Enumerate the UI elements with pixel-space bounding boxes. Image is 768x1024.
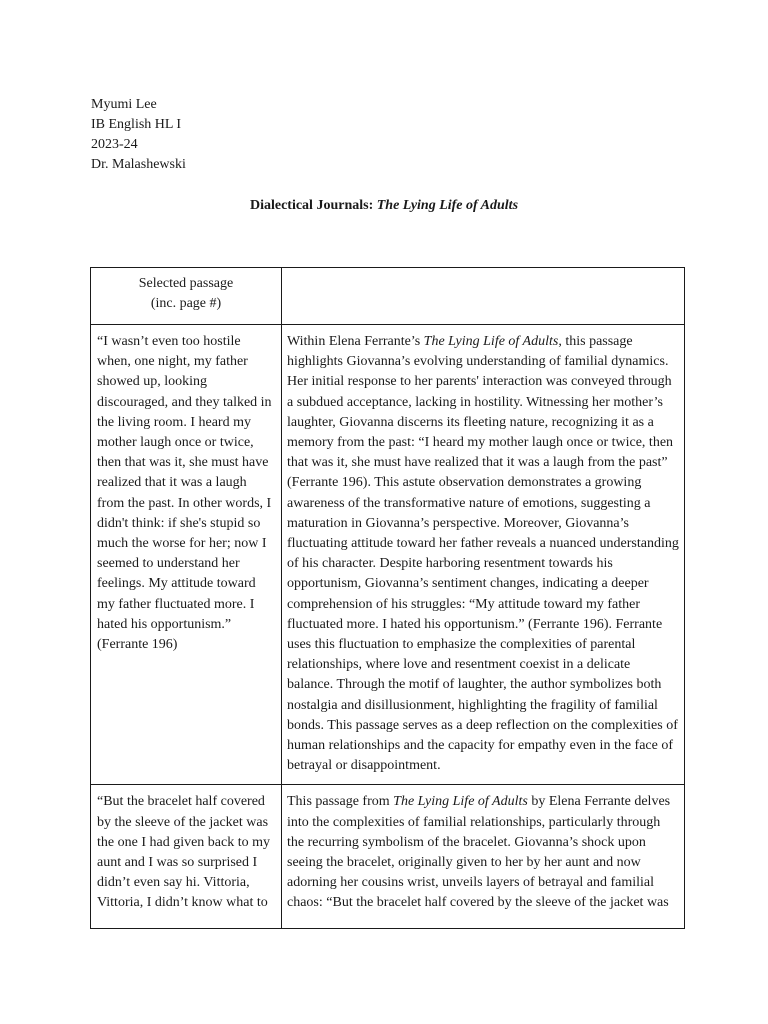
passage-cell: [91, 325, 282, 785]
analysis-text: [287, 332, 679, 776]
header-passage-line1: Selected passage: [138, 276, 234, 291]
teacher-name: Dr. Malashewski: [91, 157, 186, 172]
header-cell-passage: [91, 268, 282, 325]
title-book: The Lying Life of Adults: [376, 198, 519, 213]
passage-text: “I wasn’t even too hostile when, one night, my father showed up, looking discouraged, and they talked in the living room. I heard my mother laugh once or twice, then that was it, she must have realized that it was a laugh from the past. In other words, I didn't think: if she's stupid so much the worse for her; now I seemed to understand her feelings. My attitude toward my father fluctuated more. I hated his opportunism.” (Ferrante 196): [97, 334, 272, 653]
analysis-text-post: by Elena Ferrante delves into the complexities of familial relationships, particularly through the recurring symbolism of the bracelet. Giovanna’s shock upon seeing the bracelet, originally given to her by her aunt and now adorning her cousins wrist, unveils layers of betrayal and familial chaos: “But the bracelet half covered by the sleeve of the jacket was: [287, 794, 671, 911]
journal-table: [90, 267, 685, 929]
table-row: [91, 785, 685, 929]
student-name: Myumi Lee: [91, 97, 157, 112]
header-cell-analysis: [282, 268, 685, 325]
header-analysis: [282, 268, 684, 274]
analysis-text: [287, 792, 679, 913]
document-title: [0, 198, 768, 214]
analysis-cell: [282, 325, 685, 785]
analysis-book-title: The Lying Life of Adults: [423, 334, 559, 349]
course-name: IB English HL I: [91, 117, 182, 132]
school-year: 2023-24: [91, 137, 138, 152]
header-passage-line2: (inc. page #): [150, 296, 222, 311]
student-header: [91, 95, 186, 175]
passage-cell: [91, 785, 282, 929]
table-row: [91, 325, 685, 785]
title-prefix: Dialectical Journals:: [249, 198, 377, 213]
passage-text: “But the bracelet half covered by the sleeve of the jacket was the one I had given back to my aunt and I was so surprised I didn’t even say hi. Vittoria, Vittoria, I didn’t know what to: [97, 794, 271, 911]
analysis-text-pre: This passage from: [287, 794, 394, 810]
analysis-cell: [282, 785, 685, 929]
analysis-book-title: The Lying Life of Adults: [393, 794, 528, 810]
analysis-text-pre: Within Elena Ferrante’s: [287, 334, 424, 349]
analysis-text-post: , this passage highlights Giovanna’s evolving understanding of familial dynamics. Her initial response to her parents' interaction was conveyed through a subdued acceptance, lacking in hostility. Witnessing her mother’s laughter, Giovanna discerns its fleeting nature, recognizing it as a memory from the past: “I heard my mother laugh once or twice, then that was it, she must have realized that it was a laugh from the past” (Ferrante 196). This astute observation demonstrates a growing awareness of the transformative nature of emotions, suggesting a maturation in Giovanna’s perspective. Moreover, Giovanna’s fluctuating attitude toward her father reveals a nuanced understanding of his character. Despite harboring resentment towards his opportunism, Giovanna’s sentiment changes, indicating a deeper comprehension of his struggles: “My attitude toward my father fluctuated more. I hated his opportunism.” (Ferrante 196). Ferrante uses this fluctuation to emphasize the complexities of parental relationships, where love and resentment coexist in a delicate balance. Through the motif of laughter, the author symbolizes both nostalgia and disillusionment, highlighting the fragility of familial bonds. This passage serves as a deep reflection on the complexities of human relationships and the capacity for empathy even in the face of betrayal or disappointment.: [287, 334, 679, 774]
table-header-row: [91, 268, 685, 325]
